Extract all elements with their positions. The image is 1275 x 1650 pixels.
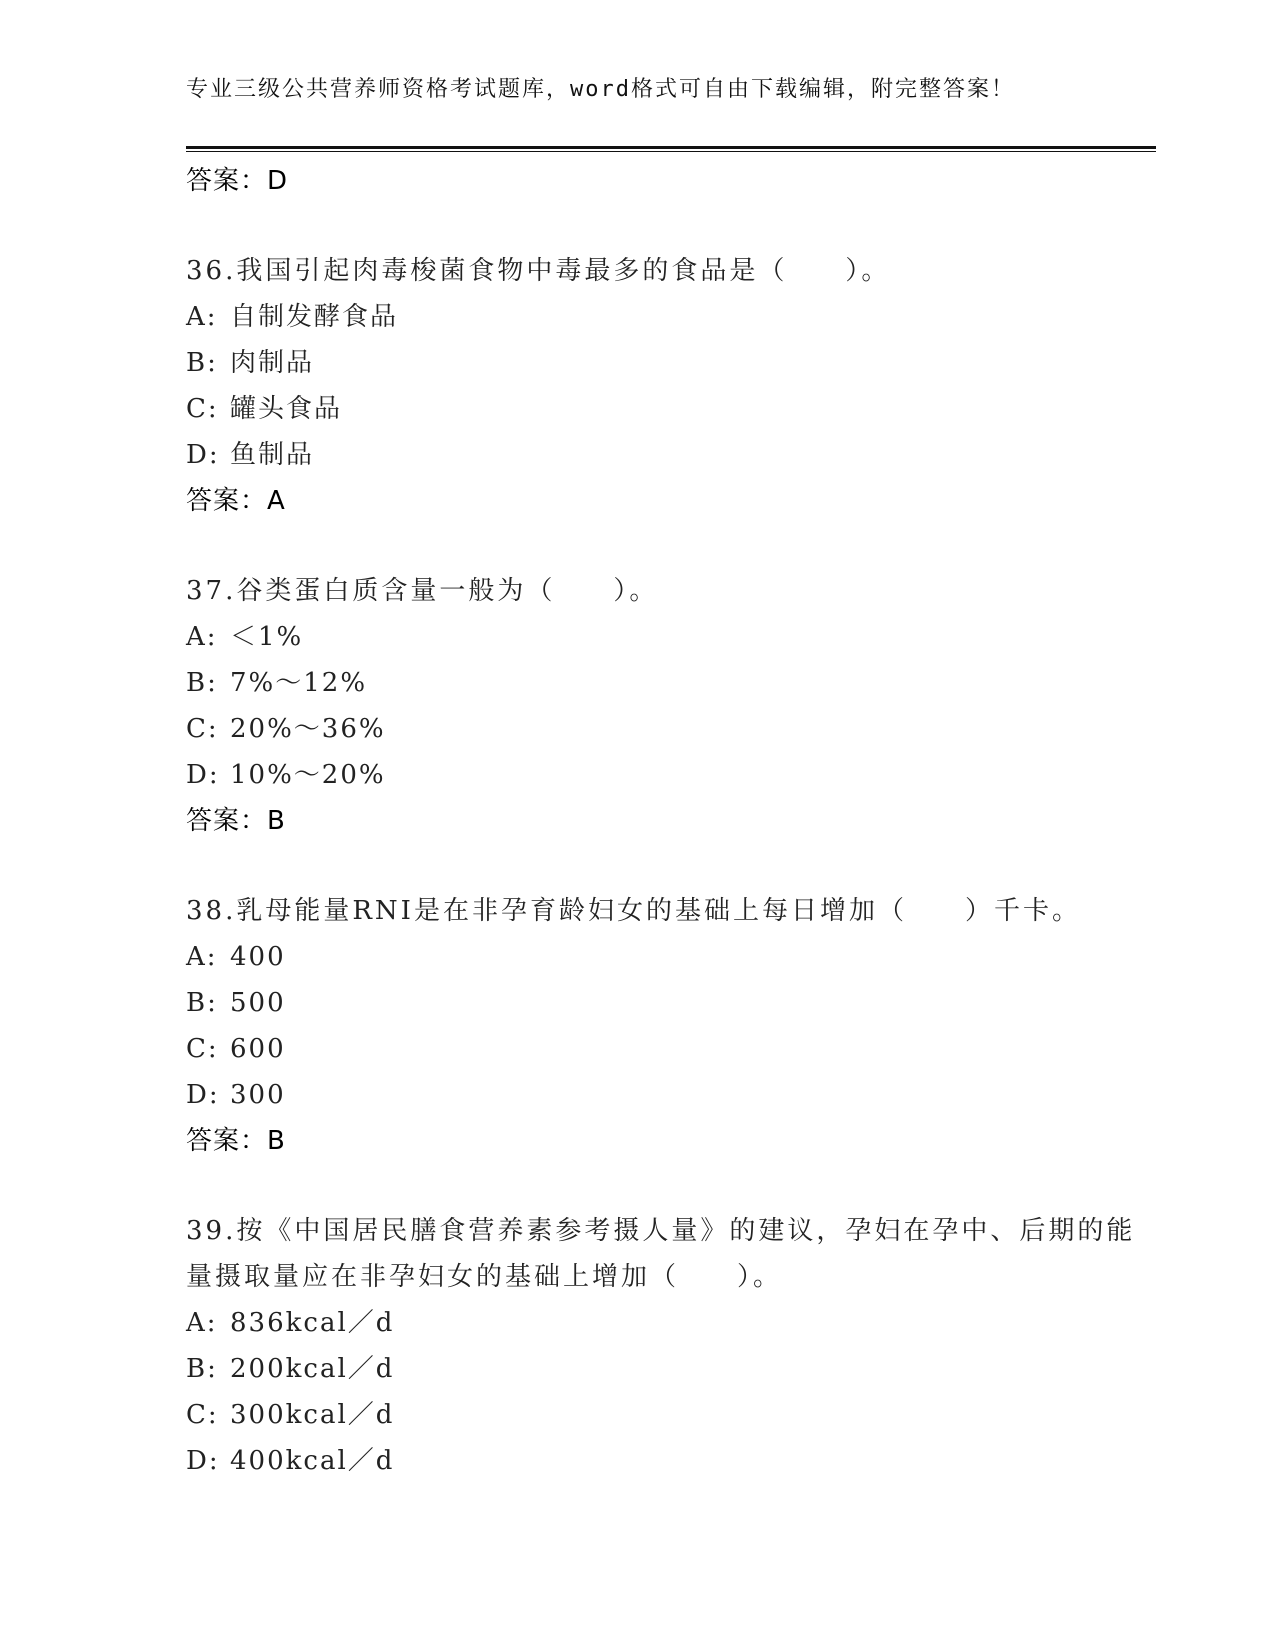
question-39 [186, 1208, 1146, 1484]
option-letter: C: [186, 394, 219, 424]
question-38 [186, 888, 1146, 1164]
option-a [186, 1300, 1146, 1346]
option-letter: B: [186, 668, 218, 698]
option-letter: A: [186, 302, 218, 332]
option-text: 肉制品 [230, 348, 315, 378]
page-header: 专业三级公共营养师资格考试题库，word格式可自由下载编辑，附完整答案！ [186, 77, 1015, 102]
option-letter: D: [186, 1446, 220, 1476]
option-letter: A: [186, 942, 218, 972]
option-letter: C: [186, 714, 219, 744]
option-b [186, 660, 1146, 706]
option-text: 罐头食品 [230, 394, 343, 424]
option-letter: B: [186, 1354, 218, 1384]
question-stem: 36.我国引起肉毒梭菌食物中毒最多的食品是（ ）。 [186, 256, 891, 286]
option-c [186, 1392, 1146, 1438]
option-text: 600 [230, 1034, 286, 1064]
question-37 [186, 568, 1146, 844]
question-list [186, 158, 1146, 1484]
option-text: 200kcal／d [230, 1354, 395, 1384]
option-letter: D: [186, 440, 220, 470]
option-d [186, 432, 1146, 478]
option-letter: B: [186, 988, 218, 1018]
option-text: 500 [230, 988, 286, 1018]
question-stem: 39.按《中国居民膳食营养素参考摄人量》的建议，孕妇在孕中、后期的能量摄取量应在非孕妇女的基础上增加（ ）。 [186, 1216, 1136, 1292]
header-rule-thick [186, 146, 1156, 149]
option-c [186, 706, 1146, 752]
option-text: 自制发酵食品 [230, 302, 399, 332]
option-b [186, 1346, 1146, 1392]
option-text: 7%～12% [230, 668, 368, 698]
option-letter: D: [186, 1080, 220, 1110]
option-d [186, 752, 1146, 798]
header-rule-thin [186, 151, 1156, 152]
option-a [186, 934, 1146, 980]
option-letter: A: [186, 622, 218, 652]
answer: 答案：A [186, 486, 286, 516]
option-b [186, 340, 1146, 386]
answer-prev: 答案：D [186, 166, 289, 196]
option-text: 400kcal／d [230, 1446, 395, 1476]
option-letter: B: [186, 348, 218, 378]
option-d [186, 1072, 1146, 1118]
question-36 [186, 248, 1146, 524]
option-text: 300 [230, 1080, 286, 1110]
option-text: ＜1% [230, 622, 304, 652]
option-d [186, 1438, 1146, 1484]
question-stem: 38.乳母能量RNI是在非孕育龄妇女的基础上每日增加（ ）千卡。 [186, 896, 1081, 926]
option-a [186, 294, 1146, 340]
answer: 答案：B [186, 1126, 286, 1156]
option-text: 300kcal／d [230, 1400, 395, 1430]
option-letter: A: [186, 1308, 218, 1338]
option-a [186, 614, 1146, 660]
option-text: 20%～36% [230, 714, 386, 744]
option-letter: D: [186, 760, 220, 790]
answer: 答案：B [186, 806, 286, 836]
option-c [186, 1026, 1146, 1072]
option-b [186, 980, 1146, 1026]
question-stem: 37.谷类蛋白质含量一般为（ ）。 [186, 576, 659, 606]
option-text: 836kcal／d [230, 1308, 395, 1338]
option-letter: C: [186, 1400, 219, 1430]
option-c [186, 386, 1146, 432]
option-letter: C: [186, 1034, 219, 1064]
option-text: 400 [230, 942, 286, 972]
option-text: 10%～20% [230, 760, 386, 790]
option-text: 鱼制品 [230, 440, 315, 470]
